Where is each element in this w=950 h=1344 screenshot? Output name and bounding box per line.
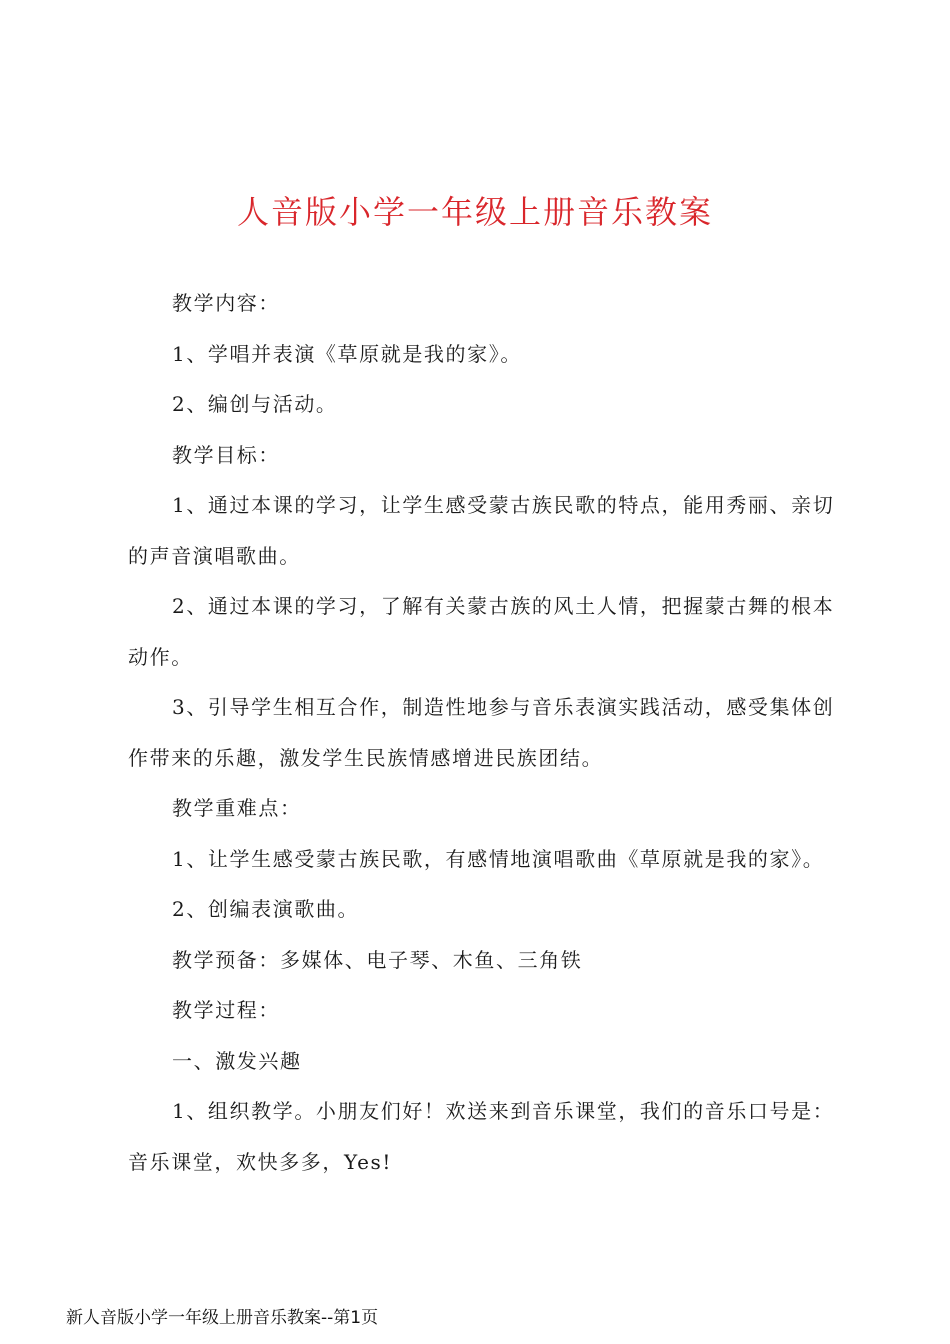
paragraph-content-item-1: 1、学唱并表演《草原就是我的家》。 bbox=[172, 341, 522, 366]
document-title: 人音版小学一年级上册音乐教案 bbox=[236, 193, 713, 231]
page-footer: 新人音版小学一年级上册音乐教案--第1页 bbox=[66, 1308, 379, 1328]
paragraph-step-1-heading: 一、激发兴趣 bbox=[172, 1048, 302, 1073]
document-body bbox=[128, 278, 840, 1187]
paragraph-teaching-content: 教学内容： bbox=[172, 291, 280, 315]
paragraph-key-points: 教学重难点： bbox=[172, 796, 302, 820]
paragraph-content-item-2: 2、编创与活动。 bbox=[172, 392, 338, 416]
paragraph-goal-1: 1、通过本课的学习，让学生感受蒙古族民歌的特点，能用秀丽、亲切的声音演唱歌曲。 bbox=[128, 493, 835, 568]
paragraph-key-point-1: 1、让学生感受蒙古族民歌，有感情地演唱歌曲《草原就是我的家》。 bbox=[172, 846, 825, 871]
paragraph-goal-2: 2、通过本课的学习，了解有关蒙古族的风土人情，把握蒙古舞的根本动作。 bbox=[128, 594, 835, 669]
paragraph-preparation: 教学预备：多媒体、电子琴、木鱼、三角铁 bbox=[172, 947, 583, 972]
paragraph-step-1-item-1: 1、组织教学。小朋友们好！欢送来到音乐课堂，我们的音乐口号是：音乐课堂，欢快多多，Yes! bbox=[128, 1099, 835, 1174]
paragraph-key-point-2: 2、创编表演歌曲。 bbox=[172, 897, 360, 921]
paragraph-goal-3: 3、引导学生相互合作，制造性地参与音乐表演实践活动，感受集体创作带来的乐趣，激发学生民族情感增进民族团结。 bbox=[128, 695, 835, 770]
paragraph-process: 教学过程： bbox=[172, 998, 280, 1022]
paragraph-teaching-goals: 教学目标： bbox=[172, 442, 280, 467]
